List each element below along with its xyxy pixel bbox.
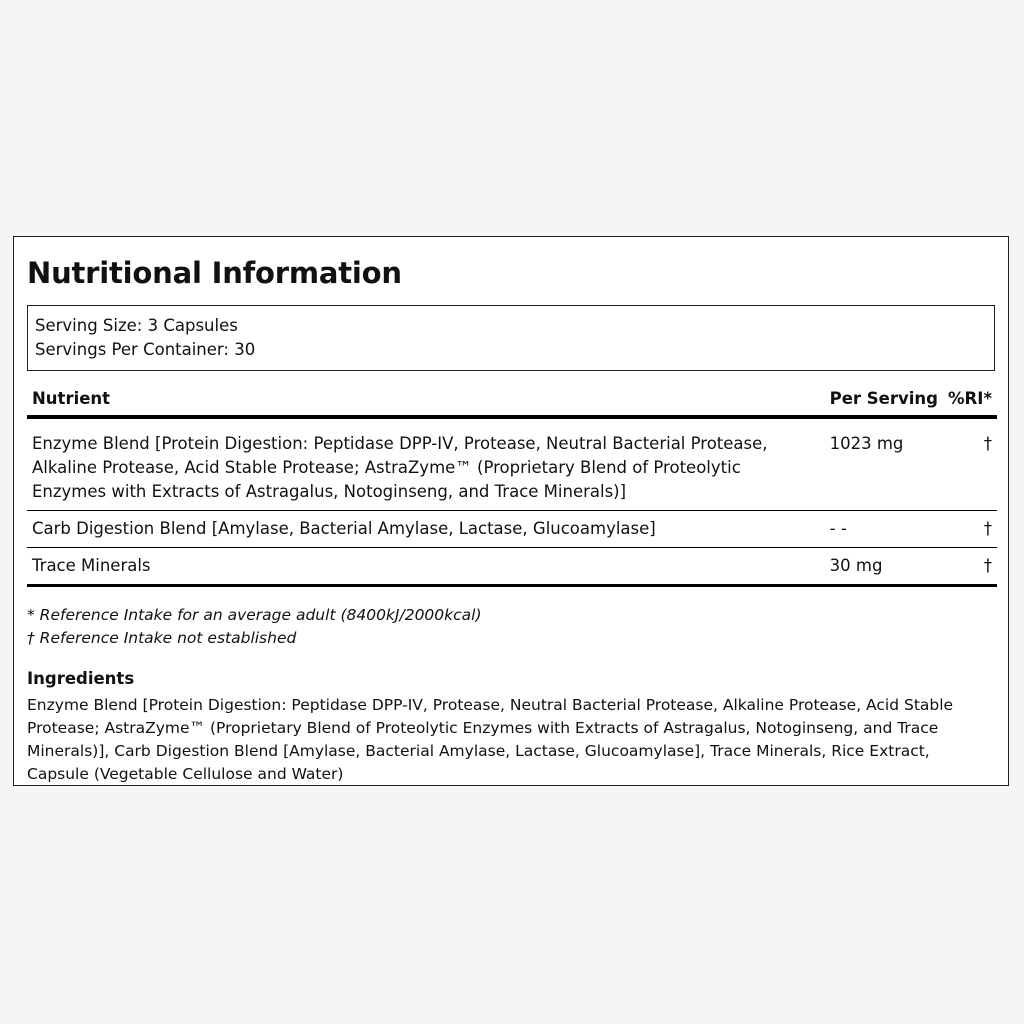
servings-per-container: Servings Per Container: 30 (35, 340, 256, 359)
footnote-ri: * Reference Intake for an average adult (8400kJ/2000kcal) (27, 606, 482, 624)
nutrient-table (27, 385, 997, 587)
nutrient-per-serving: 30 mg (829, 556, 883, 575)
header-ri: %RI* (947, 389, 992, 408)
table-row (27, 511, 997, 548)
table-header-row (27, 385, 997, 417)
table-row (27, 417, 997, 511)
serving-size: Serving Size: 3 Capsules (35, 316, 238, 335)
footnote-not-established: † Reference Intake not established (27, 629, 297, 647)
nutrient-name: Trace Minerals (32, 556, 151, 575)
ingredients-heading: Ingredients (27, 669, 135, 688)
footnotes (27, 604, 995, 650)
nutrient-per-serving: 1023 mg (829, 434, 904, 453)
table-row (27, 548, 997, 586)
nutrient-per-serving: - - (829, 519, 847, 538)
header-per-serving: Per Serving (829, 389, 938, 408)
nutrient-name: Enzyme Blend [Protein Digestion: Peptidase DPP-IV, Protease, Neutral Bacterial Protease, Alkaline Protease, Acid Stable Protease; AstraZyme™ (Proprietary Blend of Proteolytic Enzymes with Extracts of Astragalus, Notoginseng, and Trace Minerals)] (32, 434, 768, 501)
nutrition-panel (13, 236, 1009, 786)
nutrient-name: Carb Digestion Blend [Amylase, Bacterial Amylase, Lactase, Glucoamylase] (32, 519, 656, 538)
serving-info-box (27, 305, 995, 371)
nutrient-ri: † (983, 434, 992, 453)
page-title: Nutritional Information (27, 256, 402, 290)
ingredients-text: Enzyme Blend [Protein Digestion: Peptidase DPP-IV, Protease, Neutral Bacterial Protease, Alkaline Protease, Acid Stable Protease; AstraZyme™ (Proprietary Blend of Proteolytic Enzymes with Extracts of Astragalus, Notoginseng, and Trace Minerals)], Carb Digestion Blend [Amylase, Bacterial Amylase, Lactase, Glucoamylase], Trace Minerals, Rice Extract, Capsule (Vegetable Cellulose and Water) (27, 696, 954, 783)
header-nutrient: Nutrient (32, 389, 111, 408)
nutrient-ri: † (983, 556, 992, 575)
nutrient-ri: † (983, 519, 992, 538)
